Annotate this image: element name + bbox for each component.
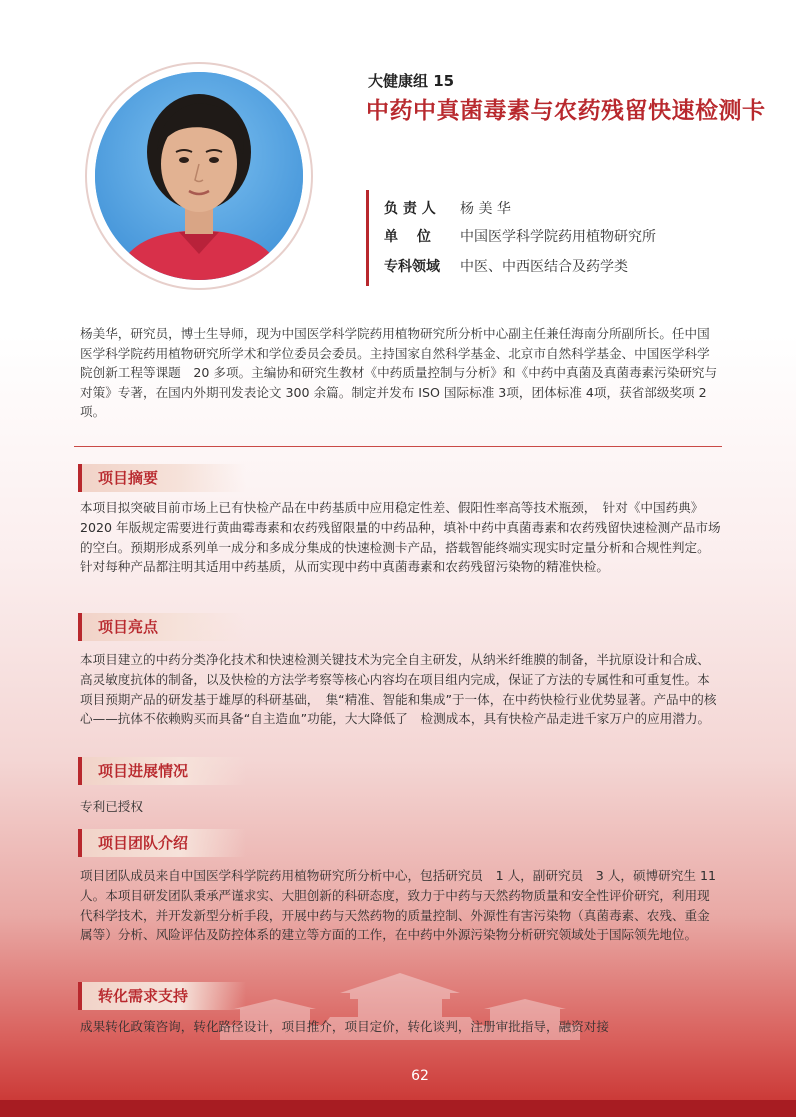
footer-band <box>0 1100 796 1117</box>
info-value: 中国医学科学院药用植物研究所 <box>460 229 656 245</box>
section-header-highlights <box>78 613 246 641</box>
info-row-unit <box>384 224 656 250</box>
person-portrait-image <box>95 72 303 280</box>
section-header-progress <box>78 757 246 785</box>
section-title: 项目进展情况 <box>98 762 189 780</box>
section-header-summary <box>78 464 246 492</box>
info-accent-bar <box>366 190 369 286</box>
section-body-team: 项目团队成员来自中国医学科学院药用植物研究所分析中心，包括研究员 1 人，副研究员 3 人，硕博研究生 11 人。本项目研发团队秉承严谨求实、大胆创新的科研态度，致力于中药与天然药物质量和安全性评价研究，利用现代科学技术，并开发新型分析手段，开展中药与天然药物的质量控制、外源性有害污染物（真菌毒素、农残、重金属等）分析、风险评估及防控体系的建立等方面的工作，在中药中外源污染物分析研究领域处于国际领先地位。 <box>80 868 716 943</box>
divider-line <box>74 446 722 447</box>
section-title: 转化需求支持 <box>98 987 189 1005</box>
section-body-progress: 专利已授权 <box>80 799 143 814</box>
section-body-highlights: 本项目建立的中药分类净化技术和快速检测关键技术为完全自主研发，从纳米纤维膜的制备，半抗原设计和合成、高灵敏度抗体的制备，以及快检的方法学考察等核心内容均在项目组内完成，保证了方法的专属性和可重复性。本项目预期产品的研发基于雄厚的科研基础， 集“精准、智能和集成”于一体，在中药快检行业优势显著。产品中的核心——抗体不依赖购买而具备“自主造血”功能，大大降低了 检测成本，具有快检产品走进千家万户的应用潜力。 <box>80 652 717 727</box>
section-title: 项目团队介绍 <box>98 834 189 852</box>
page-number: 62 <box>411 1068 429 1084</box>
info-row-field <box>384 254 628 280</box>
section-title: 项目摘要 <box>98 469 159 487</box>
section-body-support: 成果转化政策咨询，转化路径设计，项目推介，项目定价，转化谈判，注册审批指导，融资对接 <box>80 1019 609 1034</box>
section-title: 项目亮点 <box>98 618 159 636</box>
section-header-support <box>78 982 246 1010</box>
info-value: 中医、中西医结合及药学类 <box>460 259 628 275</box>
project-title: 中药中真菌毒素与农药残留快速检测卡 <box>366 98 766 124</box>
info-row-leader <box>384 196 511 222</box>
info-key: 负 责 人 <box>384 201 436 217</box>
info-key: 专科领域 <box>384 259 440 275</box>
section-header-team <box>78 829 246 857</box>
group-label: 大健康组 15 <box>368 72 455 90</box>
info-key: 单 位 <box>384 229 431 245</box>
info-value: 杨 美 华 <box>460 201 511 217</box>
section-body-summary: 本项目拟突破目前市场上已有快检产品在中药基质中应用稳定性差、假阳性率高等技术瓶颈， 针对《中国药典》2020 年版规定需要进行黄曲霉毒素和农药残留限量的中药品种，填补中药中真菌毒素和农药残留快速检测产品市场的空白。预期形成系列单一成分和多成分集成的快速检测卡产品，搭载智能终端实现实时定量分析和合规性判定。针对每种产品都注明其适用中药基质，从而实现中药中真菌毒素和农药残留污染物的精准快检。 <box>80 500 721 575</box>
biography-text: 杨美华，研究员，博士生导师，现为中国医学科学院药用植物研究所分析中心副主任兼任海南分所副所长。任中国医学科学院药用植物研究所学术和学位委员会委员。主持国家自然科学基金、北京市自然科学基金、中国医学科学院创新工程等课题 20 多项。主编协和研究生教材《中药质量控制与分析》和《中药中真菌及真菌毒素污染研究与对策》专著，在国内外期刊发表论文 300 余篇。制定并发布 ISO 国际标准 3项，团体标准 4项，获省部级奖项 2项。 <box>80 326 718 419</box>
portrait-photo <box>95 72 303 280</box>
